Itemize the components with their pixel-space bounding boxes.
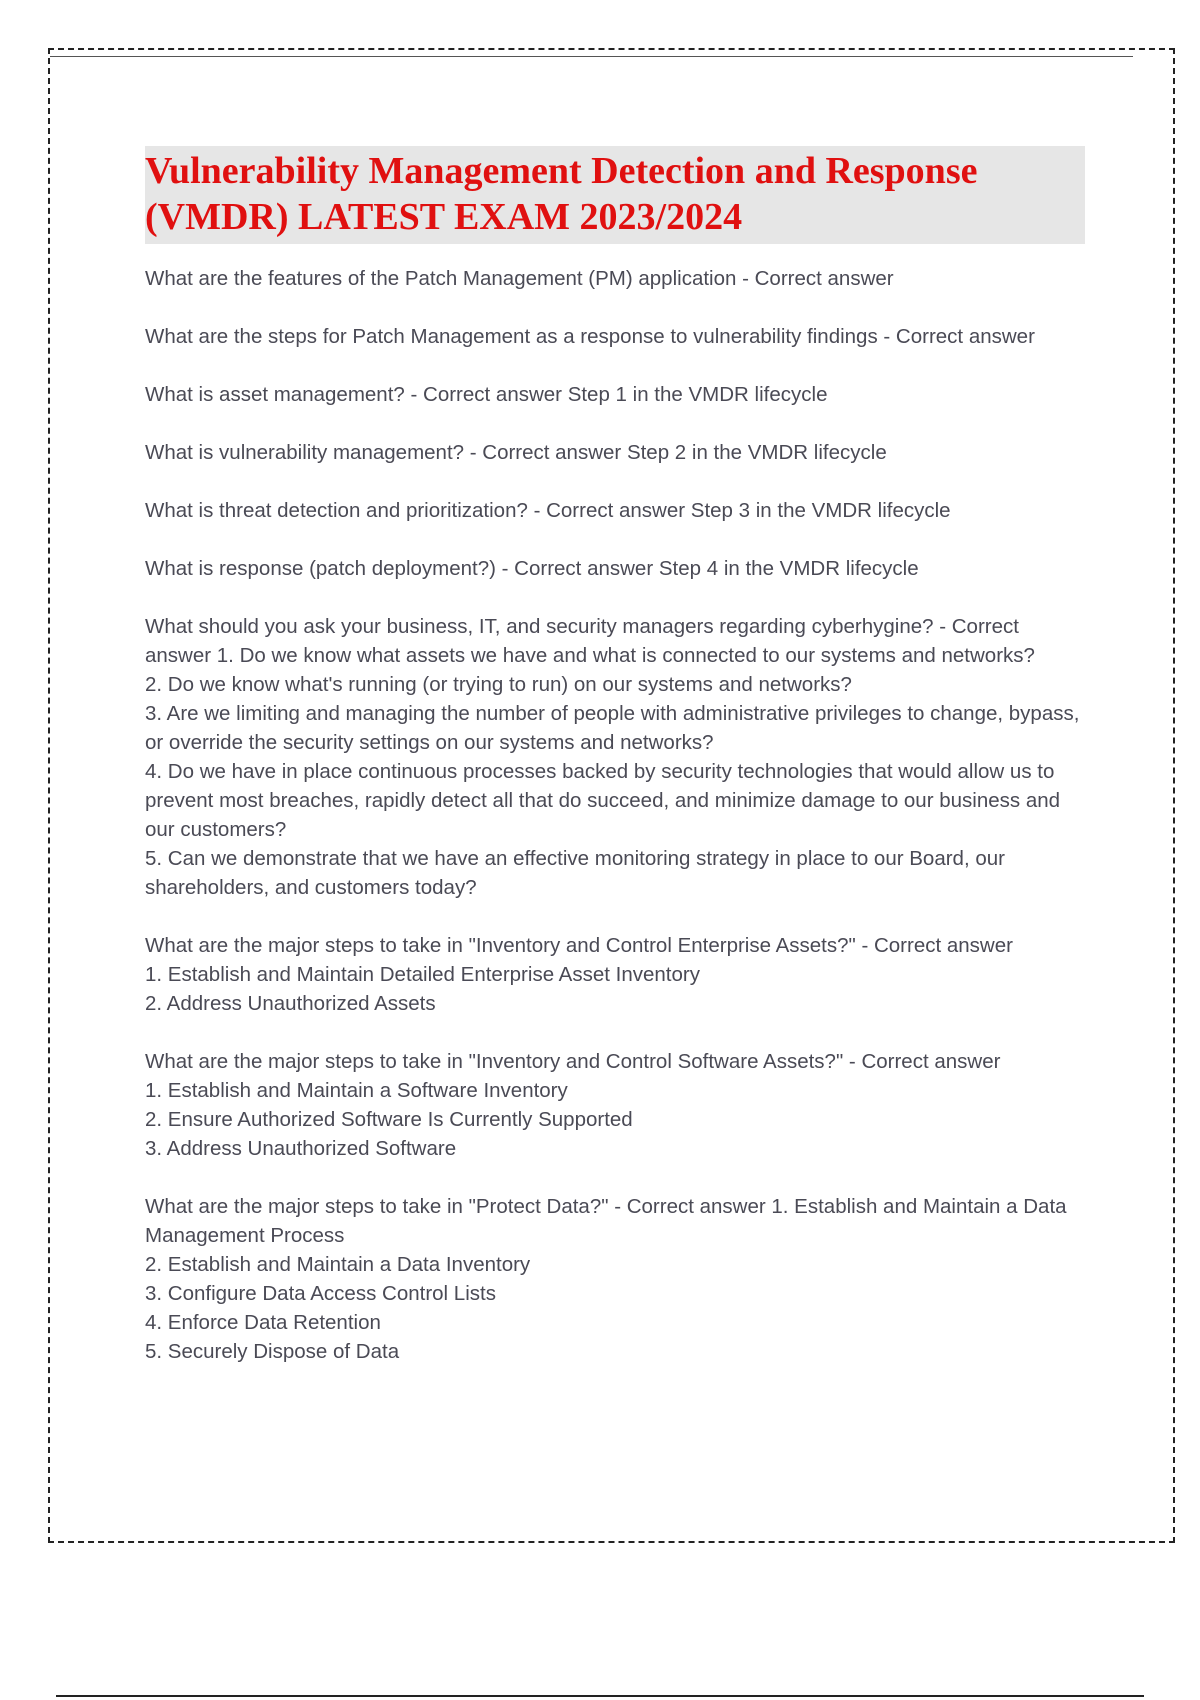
qa-line: What are the major steps to take in "Inventory and Control Enterprise Assets?" - Correct answer bbox=[145, 934, 1013, 957]
qa-line: 2. Establish and Maintain a Data Inventory bbox=[145, 1253, 531, 1276]
qa-line: What is asset management? - Correct answer Step 1 in the VMDR lifecycle bbox=[145, 383, 828, 406]
document-title: Vulnerability Management Detection and Response (VMDR) LATEST EXAM 2023/2024 bbox=[145, 150, 978, 238]
qa-line: 3. Configure Data Access Control Lists bbox=[145, 1282, 496, 1305]
qa-item bbox=[145, 1047, 1085, 1163]
document-body bbox=[145, 146, 1085, 1395]
qa-line: 2. Address Unauthorized Assets bbox=[145, 992, 436, 1015]
qa-item bbox=[145, 554, 1085, 583]
qa-line: 1. Establish and Maintain a Software Inventory bbox=[145, 1079, 568, 1102]
qa-item bbox=[145, 380, 1085, 409]
qa-line: 2. Ensure Authorized Software Is Currently Supported bbox=[145, 1108, 633, 1131]
qa-item bbox=[145, 322, 1085, 351]
qa-line: What are the major steps to take in "Inventory and Control Software Assets?" - Correct answer bbox=[145, 1050, 1001, 1073]
qa-list bbox=[145, 264, 1085, 1366]
qa-item bbox=[145, 1192, 1085, 1366]
qa-line: What is response (patch deployment?) - Correct answer Step 4 in the VMDR lifecycle bbox=[145, 557, 919, 580]
title-banner bbox=[145, 146, 1085, 244]
qa-line: 3. Are we limiting and managing the number of people with administrative privileges to change, bypass, or override the security settings on our systems and networks? bbox=[145, 702, 1080, 754]
qa-item bbox=[145, 612, 1085, 902]
qa-line: What are the major steps to take in "Protect Data?" - Correct answer 1. Establish and Maintain a Data Management Process bbox=[145, 1195, 1067, 1247]
qa-item bbox=[145, 438, 1085, 467]
qa-line: What are the steps for Patch Management as a response to vulnerability findings - Correct answer bbox=[145, 325, 1035, 348]
qa-line: 4. Enforce Data Retention bbox=[145, 1311, 381, 1334]
qa-line: 5. Can we demonstrate that we have an effective monitoring strategy in place to our Board, our shareholders, and customers today? bbox=[145, 847, 1005, 899]
qa-item bbox=[145, 496, 1085, 525]
qa-item bbox=[145, 264, 1085, 293]
qa-line: What should you ask your business, IT, and security managers regarding cyberhygine? - Correct answer 1. Do we know what assets we have and what is connected to our systems and networks? bbox=[145, 615, 1035, 667]
qa-line: 2. Do we know what's running (or trying to run) on our systems and networks? bbox=[145, 673, 852, 696]
qa-line: 5. Securely Dispose of Data bbox=[145, 1340, 400, 1363]
qa-line: What is vulnerability management? - Correct answer Step 2 in the VMDR lifecycle bbox=[145, 441, 887, 464]
frame-top-rule bbox=[50, 56, 1133, 57]
qa-item bbox=[145, 931, 1085, 1018]
qa-line: What are the features of the Patch Management (PM) application - Correct answer bbox=[145, 267, 894, 290]
bottom-rule bbox=[56, 1695, 1144, 1697]
qa-line: 1. Establish and Maintain Detailed Enterprise Asset Inventory bbox=[145, 963, 700, 986]
qa-line: 3. Address Unauthorized Software bbox=[145, 1137, 457, 1160]
qa-line: What is threat detection and prioritization? - Correct answer Step 3 in the VMDR lifecycle bbox=[145, 499, 951, 522]
qa-line: 4. Do we have in place continuous processes backed by security technologies that would allow us to prevent most breaches, rapidly detect all that do succeed, and minimize damage to our business and our customers? bbox=[145, 760, 1061, 841]
